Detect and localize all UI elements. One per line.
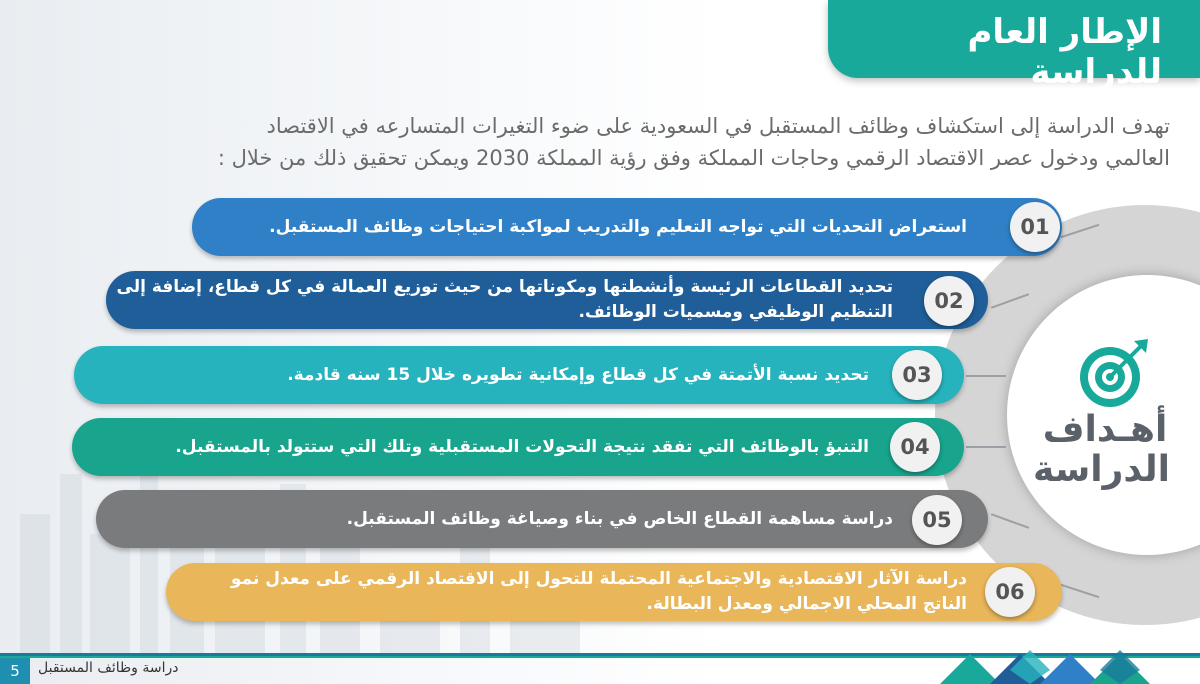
goals-label — [1033, 409, 1170, 490]
goal-number-02: 02 — [924, 276, 974, 326]
intro-line-1: تهدف الدراسة إلى استكشاف وظائف المستقبل في السعودية على ضوء التغيرات المتسارعه في الاقتصاد — [266, 114, 1170, 138]
goal-text-05: دراسة مساهمة القطاع الخاص في بناء وصياغة وظائف المستقبل. — [346, 508, 893, 529]
intro-paragraph — [70, 110, 1170, 174]
goal-number-05: 05 — [912, 495, 962, 545]
intro-line-2: العالمي ودخول عصر الاقتصاد الرقمي وحاجات المملكة وفق رؤية المملكة 2030 ويمكن تحقيق ذلك من خلال : — [217, 146, 1170, 170]
goal-text-04: التنبؤ بالوظائف التي تفقد نتيجة التحولات المستقبلية وتلك التي ستتولد بالمستقبل. — [175, 436, 869, 457]
goal-bar-03 — [74, 346, 964, 404]
goal-number-01: 01 — [1010, 202, 1060, 252]
goal-text-01: استعراض التحديات التي تواجه التعليم والتدريب لمواكبة احتياجات وظائف المستقبل. — [269, 216, 967, 237]
page-title: الإطار العام للدراسة — [967, 12, 1162, 92]
goal-text-02: تحديد القطاعات الرئيسة وأنشطتها ومكوناتها من حيث توزيع العمالة في كل قطاع، إضافة إلى التنظيم الوظيفي ومسميات الوظائف. — [116, 277, 893, 322]
goals-label-line-2: الدراسة — [1033, 449, 1170, 490]
target-icon — [1076, 335, 1152, 411]
goal-number-04: 04 — [890, 422, 940, 472]
connector-03 — [966, 375, 1006, 377]
goal-number-06: 06 — [985, 567, 1035, 617]
goal-bar-05 — [96, 490, 988, 548]
goal-text-06: دراسة الآثار الاقتصادية والاجتماعية المحتملة للتحول إلى الاقتصاد الرقمي على معدل نمو الناتج المحلي الاجمالي ومعدل البطالة. — [230, 569, 967, 614]
goal-bar-01 — [192, 198, 1062, 256]
goal-number-03: 03 — [892, 350, 942, 400]
title-banner — [828, 0, 1200, 92]
goal-bar-04 — [72, 418, 964, 476]
page-number: 5 — [0, 658, 30, 684]
goal-bar-02 — [106, 271, 988, 329]
connector-04 — [966, 446, 1006, 448]
footer-title: دراسة وظائف المستقبل — [38, 660, 179, 676]
goals-label-line-1: أهـداف — [1042, 409, 1168, 450]
footer-pattern-decoration — [930, 640, 1170, 684]
goal-bar-06 — [166, 563, 1062, 621]
goal-text-03: تحديد نسبة الأتمتة في كل قطاع وإمكانية تطويره خلال 15 سنه قادمة. — [287, 364, 869, 385]
